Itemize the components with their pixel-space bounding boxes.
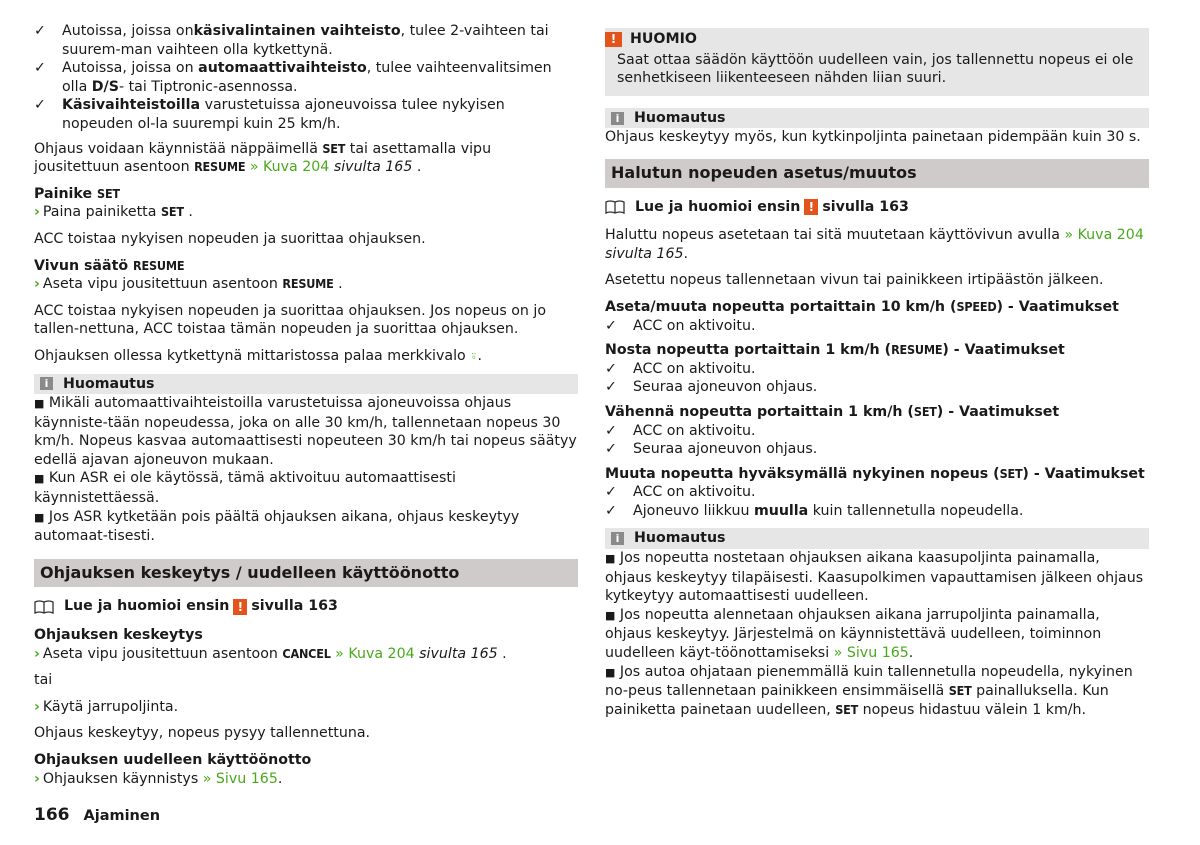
paragraph: Ohjaus keskeytyy, nopeus pysyy tallennettuna.: [34, 725, 371, 742]
subheading: [605, 465, 1149, 484]
note-header: [605, 528, 1149, 549]
text: .: [277, 770, 283, 787]
page-ref: sivulta 165: [605, 245, 684, 262]
paragraph: ACC toistaa nykyisen nopeuden ja suorittaa ohjauksen. Jos nopeus on jo tallen-nettuna, ACC toistaa tämän nopeuden ja suorittaa ohjauksen.: [34, 302, 547, 338]
step-arrow-icon: ›: [34, 204, 40, 221]
requirement-item: [34, 22, 578, 59]
right-column: [605, 28, 1149, 719]
text: Ohjauksen ollessa kytkettynä mittaristossa palaa merkkivalo: [34, 347, 466, 364]
text: Lue ja huomioi ensin: [64, 598, 230, 615]
key-set: SET: [322, 140, 346, 156]
requirement-item: [605, 360, 1149, 379]
text: .: [908, 645, 914, 662]
bullet-icon: ■: [34, 510, 45, 524]
paragraph: Asetettu nopeus tallennetaan vivun tai painikkeen irtipäästön jälkeen.: [605, 272, 1104, 289]
info-icon: i: [611, 112, 624, 125]
key-resume: RESUME: [282, 276, 334, 292]
warning-title: HUOMIO: [630, 31, 697, 47]
requirement-item: [34, 96, 578, 133]
text: Painike: [34, 185, 98, 202]
note-item: [605, 663, 1149, 720]
note-body: [34, 394, 578, 546]
check-icon: ✓: [605, 317, 617, 334]
info-icon: i: [611, 532, 624, 545]
warning-header: [605, 28, 1149, 51]
text: varustetuissa ajoneuvoissa tulee nykyisen nopeuden ol-la suurempi kuin 25 km/h.: [62, 97, 505, 132]
step: [34, 645, 578, 664]
text: Haluttu nopeus asetetaan tai sitä muutetaan käyttövivun avulla: [605, 227, 1060, 244]
note-title: Huomautus: [634, 109, 726, 126]
subheading: [605, 341, 1149, 360]
warning-icon: !: [605, 32, 622, 47]
text: Aseta vipu jousitettuun asentoon: [42, 645, 283, 662]
book-icon: [605, 200, 625, 214]
subheading: [34, 185, 578, 204]
text-bold: Käsivaihteistoilla: [62, 97, 201, 114]
warning-icon[interactable]: !: [233, 599, 247, 615]
bullet-icon: ■: [34, 472, 45, 486]
text: Autoissa, joissa on: [62, 23, 194, 39]
section-title: Ohjauksen keskeytys / uudelleen käyttöönotto: [34, 559, 578, 588]
note-title: Huomautus: [634, 530, 726, 547]
text: Nosta nopeutta portaittain 1 km/h (: [605, 342, 892, 359]
key-set: SET: [948, 683, 972, 699]
text: Käytä jarrupoljinta.: [42, 698, 179, 715]
text: Vähennä nopeutta portaittain 1 km/h (: [605, 403, 914, 420]
key-set: SET: [835, 701, 859, 717]
book-icon: [34, 600, 54, 614]
bullet-icon: ■: [605, 608, 616, 622]
step: [34, 770, 578, 789]
text: .: [183, 204, 193, 221]
check-icon: ✓: [34, 23, 46, 39]
figure-link[interactable]: » Kuva 204: [245, 159, 330, 176]
page-ref: sivulta 165: [329, 159, 413, 176]
bullet-icon: ■: [34, 397, 45, 411]
text: Seuraa ajoneuvon ohjaus.: [633, 441, 818, 458]
text: Jos autoa ohjataan pienemmällä kuin tallennetulla nopeudella, nykyinen no-peus tallennetaan painikkeen ensimmäisellä: [605, 663, 1133, 700]
paragraph: [34, 140, 578, 177]
page-link[interactable]: » Sivu 165: [829, 645, 909, 662]
text: Paina painiketta: [42, 204, 161, 221]
page-ref: sivulla 163: [822, 198, 909, 215]
warning-text: Saat ottaa säädön käyttöön uudelleen vain, jos tallennettu nopeus ei ole senhetkiseen liikenteeseen nähden liian suuri.: [617, 51, 1134, 87]
text: Aseta/muuta nopeutta portaittain 10 km/h (: [605, 298, 957, 315]
warning-icon[interactable]: !: [804, 199, 818, 215]
text: .: [497, 645, 507, 662]
text: , tulee vaihteenvalitsimen olla: [62, 60, 552, 95]
key-resume: RESUME: [891, 342, 943, 358]
text: .: [333, 276, 343, 293]
key-set: SET: [160, 204, 184, 220]
text: , tulee 2-vaihteen tai suurem-man vaihteen olla kytkettynä.: [62, 23, 549, 58]
chapter-title: Ajaminen: [83, 808, 161, 824]
text: ) - Vaatimukset: [936, 403, 1060, 420]
key-set: SET: [97, 185, 120, 201]
requirement-item: [605, 440, 1149, 459]
check-icon: ✓: [605, 422, 617, 439]
page-ref: sivulta 165: [414, 645, 498, 662]
check-icon: ✓: [605, 484, 617, 501]
figure-link[interactable]: » Kuva 204: [330, 645, 415, 662]
text: .: [683, 245, 689, 262]
check-icon: ✓: [34, 97, 46, 114]
subheading: [605, 298, 1149, 317]
section-title: Halutun nopeuden asetus/muutos: [605, 159, 1149, 188]
key-resume: RESUME: [194, 159, 246, 175]
left-column: [34, 22, 578, 788]
key-set: SET: [999, 465, 1023, 481]
text: ACC on aktivoitu.: [633, 422, 756, 439]
note-header: [605, 108, 1149, 129]
paragraph: tai: [34, 672, 53, 689]
text: .: [412, 159, 422, 176]
requirement-item: [605, 483, 1149, 502]
note-title: Huomautus: [63, 375, 155, 392]
text: Kun ASR ei ole käytössä, tämä aktivoituu automaattisesti käynnistettäessä.: [34, 470, 456, 507]
step: [34, 275, 578, 294]
text-bold: automaattivaihteisto: [198, 60, 367, 77]
text: ACC on aktivoitu.: [633, 484, 756, 501]
requirement-item: [605, 422, 1149, 441]
requirement-item: [605, 317, 1149, 336]
note-item: [605, 549, 1149, 606]
text: Mikäli automaattivaihteistoilla varustetuissa ajoneuvoissa ohjaus käynniste-tään nopeudessa, joka on alle 30 km/h, tallennetaan nopeus 30 km/h. Nopeus kasvaa automaattisesti nopeuteen 30 km/h tai nopeus säätyy edellä ajavan ajoneuvon mukaan.: [34, 395, 577, 468]
note-text: Ohjaus keskeytyy myös, kun kytkinpoljinta painetaan pidempään kuin 30 s.: [605, 129, 1141, 146]
key-set: SET: [913, 403, 937, 419]
text: Vivun säätö: [34, 257, 134, 274]
info-icon: i: [40, 377, 53, 390]
text: painalluksella. Kun painiketta painetaan uudelleen,: [605, 683, 1109, 718]
text-bold: muulla: [753, 502, 809, 519]
requirement-item: [34, 59, 578, 96]
paragraph: [605, 226, 1149, 263]
text: Lue ja huomioi ensin: [635, 198, 801, 215]
key-speed: SPEED: [956, 298, 997, 314]
subheading: [605, 403, 1149, 422]
text: tai asettamalla vipu jousitettuun asentoon: [34, 140, 492, 176]
step: [34, 203, 578, 222]
paragraph: Ohjauksen ollessa kytkettynä mittaristossa palaa merkkivalo ⍤.: [34, 347, 482, 364]
subheading: Ohjauksen keskeytys: [34, 627, 203, 644]
text: Jos ASR kytketään pois päältä ohjauksen aikana, ohjaus keskeytyy automaat-tisesti.: [34, 508, 520, 545]
requirement-item: [605, 502, 1149, 521]
check-icon: ✓: [605, 502, 617, 519]
check-icon: ✓: [605, 441, 617, 458]
text: Seuraa ajoneuvon ohjaus.: [633, 379, 818, 396]
text: Muuta nopeutta hyväksymällä nykyinen nopeus (: [605, 465, 1000, 482]
text-bold: D/S: [91, 78, 119, 95]
text: Ohjauksen käynnistys: [42, 770, 199, 787]
text: ACC on aktivoitu.: [633, 317, 756, 334]
check-icon: ✓: [605, 360, 617, 377]
paragraph: ACC toistaa nykyisen nopeuden ja suorittaa ohjauksen.: [34, 230, 426, 247]
bullet-icon: ■: [605, 665, 616, 679]
text: Ajoneuvo liikkuu: [633, 502, 754, 519]
page-footer: [34, 805, 160, 825]
acc-indicator-icon: ⍤: [470, 348, 478, 363]
note-item: [34, 469, 578, 507]
note-body: [605, 549, 1149, 719]
step: [34, 698, 578, 717]
check-icon: ✓: [605, 379, 617, 396]
read-first-notice: [34, 597, 578, 616]
text: Autoissa, joissa on: [62, 60, 199, 77]
text: ) - Vaatimukset: [942, 342, 1065, 359]
text: nopeus hidastuu välein 1 km/h.: [858, 701, 1087, 718]
figure-link[interactable]: » Kuva 204: [1059, 227, 1144, 244]
text: ) - Vaatimukset: [1022, 465, 1145, 482]
step-arrow-icon: ›: [34, 698, 40, 715]
subheading: [34, 257, 578, 276]
key-resume: RESUME: [133, 257, 185, 273]
text: - tai Tiptronic-asennossa.: [118, 78, 298, 95]
text: Jos nopeutta alennetaan ohjauksen aikana jarrupoljinta painamalla, ohjaus keskeytyy. Järjestelmä on käynnistettävä uudelleen, toiminnon uudelleen käyt-töönottamiseksi: [605, 606, 1102, 662]
text: ACC on aktivoitu.: [633, 360, 756, 377]
subheading: Ohjauksen uudelleen käyttöönotto: [34, 752, 312, 768]
text: Jos nopeutta nostetaan ohjauksen aikana kaasupoljinta painamalla, ohjaus keskeytyy tilapäisesti. Kaasupolkimen vapauttamisen jälkeen ohjaus kytkeytyy automaattisesti uudelleen.: [605, 550, 1144, 605]
note-item: [605, 606, 1149, 663]
step-arrow-icon: ›: [34, 276, 40, 293]
page-ref: sivulla 163: [251, 598, 338, 615]
text: kuin tallennetulla nopeudella.: [808, 502, 1024, 519]
note-header: [34, 374, 578, 395]
key-cancel: CANCEL: [282, 645, 331, 661]
read-first-notice: [605, 198, 1149, 217]
text: Ohjaus voidaan käynnistää näppäimellä: [34, 140, 323, 157]
check-icon: ✓: [34, 60, 46, 77]
note-item: [34, 508, 578, 546]
warning-box: [605, 28, 1149, 96]
page-number: 166: [34, 805, 70, 825]
requirement-item: [605, 378, 1149, 397]
step-arrow-icon: ›: [34, 770, 40, 787]
text-bold: käsivalintainen vaihteisto: [193, 23, 401, 39]
bullet-icon: ■: [605, 552, 616, 566]
text: Aseta vipu jousitettuun asentoon: [42, 276, 283, 293]
step-arrow-icon: ›: [34, 645, 40, 662]
text: ) - Vaatimukset: [996, 298, 1119, 315]
note-item: [34, 394, 578, 469]
page-link[interactable]: » Sivu 165: [198, 770, 278, 787]
